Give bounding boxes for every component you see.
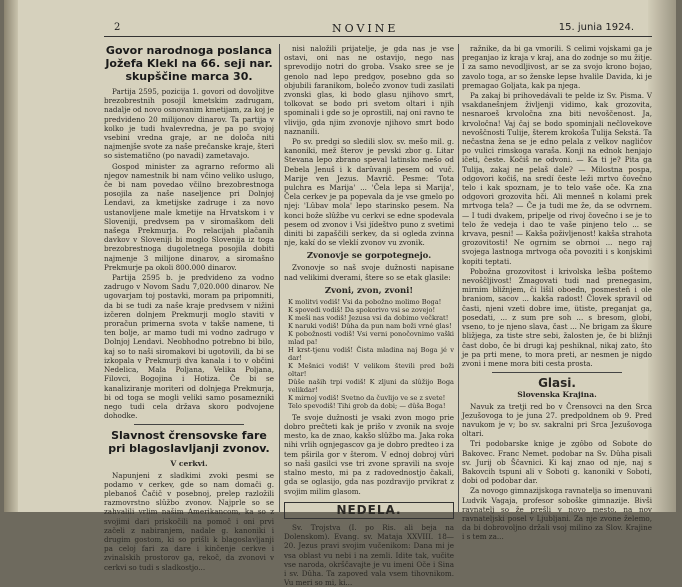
paragraph: Po sv. predgi so sledili slov. sv. mešo mil. g. kanoniki, mež šterov je pevski zbor g. Litar Stevana lepo zbrano speval latinsko mešo od Debela Jenuš i k darûvanji pesem od vuč. Marije ven Jezus. Mavrič. Pesme: 'Tota pulchra es Marija' ... 'Čela lepa si Marija', Čela cerkev je pa popevala da je vse gmelo po njej: 'Lûbav mola' lepo starinsko pesem. Na konci bože slûžbe vu cerkvi se edne spodevala pesem od zvonov i Vsi jídeštvo puno z svetimi diniti bi zapaščili serkev, da si ogleda zvinna nje, kakí do se vleklí zvonov vu zvonik. [284,137,454,248]
poem-line: K molitvi vodiš! Vsi da pobožno molimo Boga! [288,297,442,306]
divider [134,424,244,425]
paragraph: Partija 2595, pozicija 1. govori od dovoljitve brezobrestnih posojil kmetskim zadrugam, nadalje od novo osnovanim kmetijam, za koj je predvideno 20 milijonov dinarov. Ta partija v kolko je tudi hvalevredna, je pa po svojoj vsebini vredna graje, ar ne določa niti najmenjše svote za naše prečanske kraje, šteri so sistematično (po navadi) zametavajo. [104,87,274,161]
paragraph: Partija 2595 b. je predvideno za vodno zadrugo v Novom Sadu 7,020.000 dinarov. Ne ugovarjam toj postavki, moram pa pripomniti, da bi se tudi za naše kraje predvsem v nižini izčeren dolnjem Prekmurji moglo staviti v proračun primerna svota v takše namene, ti ten bolje, ar mamo tudi mi vodno zadrugo v Dolnjoj Lendavi. Neobhodno potrebno bi bilo, kaj so to naši siromakovi bi ugotovili, da bi se izkopala v Prekmurji dva kanala i to v občini Nedelica, Mala Poljana, Velika Poljana, Filovci, Bogojina i Hotiza. Če bi se kanaliziranje moriteri od dolnjega Prekmurja, bi od toga se mogli veliki samo posamezniki nego tudi cela država skoro podvojene dohodke. [104,273,274,421]
poem-line: K Mešnici vodiš! V velikom števili pred boži oltar! [288,361,454,378]
section-title-zvonovje: Zvonovje se gorpotegnejo. [306,251,432,262]
section-title-glasi: Glasi. [538,376,576,391]
poem-line: K pobožnosti vodiš! Vsi verni ponočovnimo vaški mlad pa! [288,329,454,346]
paragraph: Napunjeni z sladkimi zvoki pesmi se podamo v cerkev, gde so nam domači g. plebanoš Čačič v posebnoj, prelep razložili razmovrstno slûžbo zvonov. Najprle so se zahvalili vrlim našim Amerikancom, ka so z svojimi dari priskočili na pomoč i oni prvi začeli z nabiranjem, nadale g. kanoniki i drugim gostom, ki so prišli k blagoslavljanji pa celoj fari za dare i kinčenje cerkve i zvinalskih prostorov ga, rekoč, da zvonovi v cerkvi so tudi s sladkostjo... [104,470,274,572]
page-number: 2 [114,22,121,33]
column-divider [458,44,459,512]
paragraph: Pobožna grozovitost i krivolska lešba poštemo nevoščljivost! Zmagovati tudi nad prenegasim, mirnim bližnjem, či lišil oboedn, posmesteň i ole braniom, sacov ... kakša radost! Človek spravil od časti, njeni vzeti dobre ime, ütiste, preganjat ga, posedati, ... z sum pre soh ... s bresom, globi, vseno, to je njeno slava, čast ... Ne brigam za škure bližjega, za tiste stre sebi, žalosten je, če bi bližnji čast dobo, če bi drugi kaj peshiknal, nikaj zato, što je pa prti mene, to mora preti, ar nesmen je nigdo zvoni i mene mora biti cesta prosta. [462,266,652,368]
paragraph: ražnike, da bi ga vmorili. S celimi vojskami ga je preganjao iz kraja v kraj, ana do zodnje so mu žitje. I za samo nevodljivost, ar se za svojo krono bojao, zavolo toga, ar so ženske lepse hvalile Davida, ki je premagao Goljata, kak pa njega. [462,44,652,90]
headline-slavnost: Slavnost črensovske fare pri blagoslavljanji zvonov. [108,429,270,456]
subhead-slovenska-krajina: Slovenska Krajina. [517,390,597,400]
poem-line: Telo spevodiš! Tihi grob da dobi; — dûša Boga! [288,401,446,410]
header-rule [104,36,652,37]
column-1 [104,44,274,572]
column-divider [279,44,280,512]
poem-line: K mirnoj vodiš! Svetno da čuvlijo ve se z svete! [288,393,446,402]
paragraph: Zvonovje so naš svoje dužnosti napisane nad velikimi dverami, štere so se etak glasile: [284,263,454,282]
poem-line: Dûše naših trpi vodiš! K zljuni da slûžijo Boga velikdar! [288,377,454,394]
divider [492,372,622,373]
page-edge [648,0,676,512]
issue-date: 15. junia 1924. [558,22,634,33]
poem-line: H krst-tjenu vodiš! Čista mladina naj Boga jé v dar! [288,345,454,362]
poem-title: Zvoni, zvon, zvoni! [324,285,414,296]
paragraph: Pa zakaj bi prihovedávali te pelde iz Sv. Pisma. V vsakdanešnjem življenji vidimo, kak grozovita, nesnaroeš krvoločna zna biti nevoščenost. Ja, krvoločna! Vaj čaj se bodo spominjali nečlovekove nevoščnosti Tulije, šterem krokoša Tulija Sekstá. Ta nečastna žena se je edno pelala z velkov nagličov po vulici rimskoga varaša. Konji na ednok henjajo ičeti, česte. Kočiš ne odvoni. — Ka ti je? Pita ga Tulija, zakaj ne pelaš dale? — Milostna pospa, odgovori kočiš, na sredí česte leži mrtvo čovečno telo i kak spoznam, je to telo vaše oče. Ka zna odgovori grozovita hči. Ali menneš n kolami prek mrtvoga tela? — Če ja tudi me že, da se odvrnem. — I tudi dvakem, pripelje od rivoj čovečno i se je to telo že vedeja i dao te vaše pinjeno telo ... se krvava, pesni! — Kakša poživljenost! kakša strahota grozovitosti! Ne ogrnim se obrnoi ... nego raj svojega lastnoga mrtvoga oča povoziti i s konjskimi kopiti teptati. [462,91,652,266]
subhead-v-cerkvi: V cerkvi. [170,459,208,469]
poem-line: K naruki vodiš! Dûha da pun nam boži vrné glas! [288,321,452,330]
column-3 [462,44,652,542]
paragraph: Sv. Trojstva (I. po Ris. ali beja na Dolenskom). Evang. sv. Mataja XXVIII. 18—20. Jezus pravi svojim vučenikom: Dana mi je vsa oblast vu nebi i na zemli. Idite tak, vučite vse naroda, okrščavajte je vu imeni Oče i Sina i sv. Dûha. Ta zapoved vala vsem tihovnikom. Vu meri so mi, ki... [284,522,454,587]
paragraph: Navuk za tretji red bo v Črensovci na den Srca Jezušovoga to je juna 27. predpoldnem ob 9. Pred navukom je v; bo sv. sakralni pri Srca Jezušovoga oltari. [462,401,652,439]
paragraph: Te svoje dužnosti je vsaki zvon mogo prie dobro prečteti kak je prišo v zvonik na svoje mesto, ka de znao, kakšo slûžbo ma. Jaka roka nihi vrlih ognjegascov ga je dobro predteo i za tem pširila gor v šterom. V ednoj dobroj vûri so naši gasilci vse tri zvone spravili na svoje stalno mesto, mi pa z radovednostjo čakali, gda se oglasijo, gda nas pozdravijo prvikrat z svojim milim glasom. [284,412,454,496]
paragraph: Tri podobarske knige je zgôbo od Sobote do Bakovec. Franc Nemet. podobar na Sv. Dûha pisali sv. Jurij ob Ščavnici. Ki kaj znao od nje, naj s Bakovcih tspuni ali v Soboti g. kanoniki v Soboti, dobi od podobar dar. [462,439,652,486]
column-2 [284,44,454,587]
paragraph: Gospod minister za agrarno reformo ali njegov namestnik bi nam včino veliko uslugo, če bi nam povedao včilno brezobrestnoga posojila za naše naseljence pri Dolnjoj Lendavi, za kmetijske zadruge i za novo ustanovljene male kmetije na Hrvatskom i v Sloveniji, predvsem pa v siromaškom deli našega Prekmurja. Po relacijah plačanih davkov v Sloveniji bi moglo Slovenija iz toga brezobrestnoga dugoletnega posojila dobiti najmenje 3 milijone dinarov, a siromašno Prekmurje pa okoli 800.000 dinarov. [104,161,274,272]
poem-line: K meši nas vodiš! Jezusa vsi da dobimo večkrat! [288,313,449,322]
nedela-title: NEDELA. [284,502,454,519]
paper-name: NOVINE [332,22,399,35]
book-spine [4,0,18,512]
newspaper-page [4,0,676,587]
poem-line: K spovedi vodiš! Da spokorivo vsi se zovejo! [288,305,436,314]
headline-govor: Govor narodnoga poslanca Jožefa Klekl na 66. seji nar. skupščine marca 30. [105,44,273,83]
paragraph: nisi naložili prijatelje, je gda nas je vse ostavi, oni nas ne ostavijo, nego nas sprevodijo notri do groba. Vsako sree se je genolo nad lepo predgov, posebno gda so objubili faranikom, bolečo zvonov tudi zasilati zvonski glas, ki bodo glasu njihovo smrt, tolkovat se bodo pri svetom oltari i njih spominali i gde so je oprostili, naj oni ravno te vlivijo, gda njim zvonovje njihovo smrt bodo naznanili. [284,44,454,136]
paragraph: Za novogo gimnazijskoga ravnatelja so imenuvani Ludvik Vagaja, profesor soboške gimnazije. Bivši ravnatelj so že prešli v novo mesto, na nov ravnateljski posel v Ljubljani. Za nje zvone želemo, da bi dobrovoljno držali vsoj milino za Slov. Krajine i s tem za... [462,486,652,542]
